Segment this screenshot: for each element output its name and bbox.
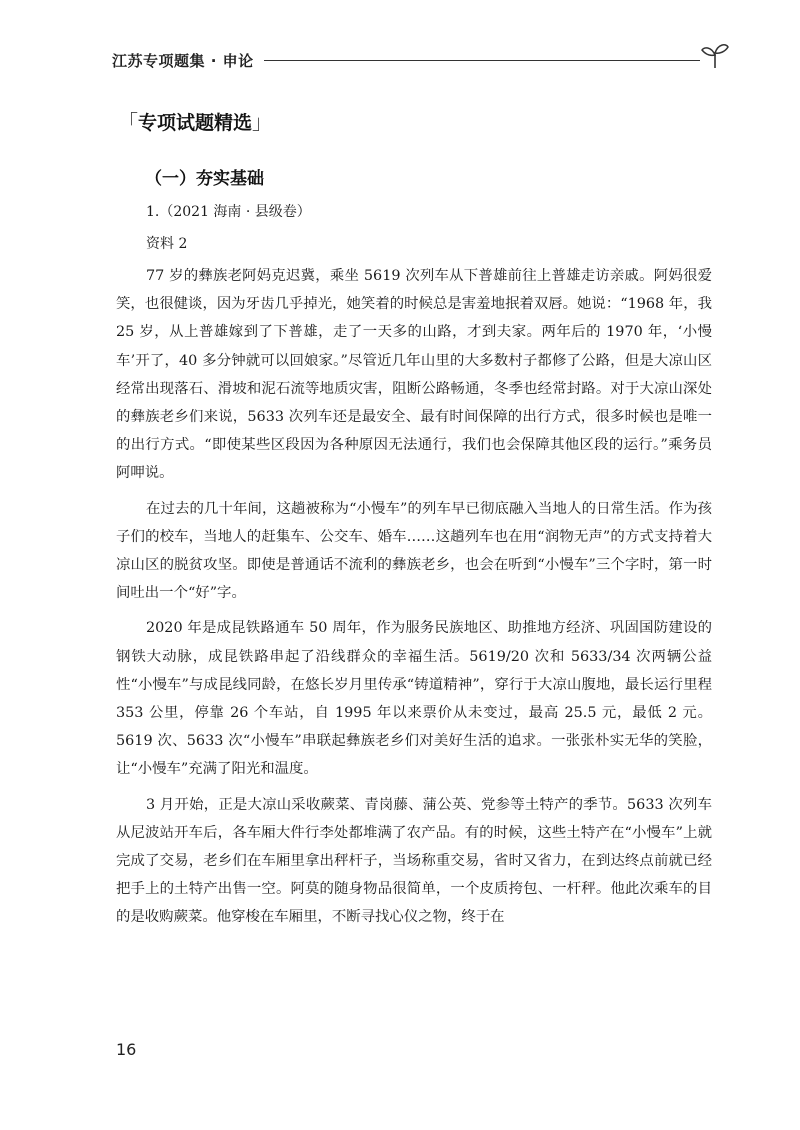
paragraph: 在过去的几十年间，这趟被称为“小慢车”的列车早已彻底融入当地人的日常生活。作为孩子们的校车，当地人的赶集车、公交车、婚车……这趟列车也在用“润物无声”的方式支持着大凉山区的脱贫攻坚。即使是普通话不流利的彝族老乡，也会在听到“小慢车”三个字时，第一时间吐出一个“好”字。 xyxy=(116,500,712,602)
subsection-title: （一）夯实基础 xyxy=(145,169,264,189)
page-number: 16 xyxy=(116,1040,137,1059)
question-number: 1.（2021 海南 · 县级卷） xyxy=(146,204,311,220)
bracket-open: 「 xyxy=(118,110,138,134)
paragraph: 77 岁的彝族老阿妈克迟冀，乘坐 5619 次列车从下普雄前往上普雄走访亲戚。阿妈很爱笑，也很健谈，因为牙齿几乎掉光，她笑着的时候总是害羞地抿着双唇。她说：“1968 年，我 25 岁，从上普雄嫁到了下普雄，走了一天多的山路，才到夫家。两年后的 1970 年，‘小慢车’开了，40 多分钟就可以回娘家。”尽管近几年山里的大多数村子都修了公路，但是大凉山区经常出现落石、滑坡和泥石流等地质灾害，阻断公路畅通，冬季也经常封路。对于大凉山深处的彝族老乡们来说，5633 次列车还是最安全、最有时间保障的出行方式，很多时候也是唯一的出行方式。“即使某些区段因为各种原因无法通行，我们也会保障其他区段的运行。”乘务员阿呷说。 xyxy=(116,268,712,482)
page-header xyxy=(112,38,730,78)
section-heading xyxy=(118,106,272,135)
body-text xyxy=(116,262,712,939)
header-title: 江苏专项题集 · 申论 xyxy=(112,52,254,70)
bracket-close: 」 xyxy=(252,110,273,134)
paragraph: 3 月开始，正是大凉山采收蕨菜、青岗藤、蒲公英、党参等土特产的季节。5633 次列车从尼波站开车后，各车厢大件行李处都堆满了农产品。有的时候，这些土特产在“小慢车”上就完成了交易，老乡们在车厢里拿出秤杆子，当场称重交易，省时又省力，在到达终点前就已经把手上的土特产出售一空。阿莫的随身物品很简单，一个皮质挎包、一杆秤。他此次乘车的目的是收购蕨菜。他穿梭在车厢里，不断寻找心仪之物，终于在 xyxy=(116,796,712,926)
section-title: 专项试题精选 xyxy=(138,112,253,134)
paragraph: 2020 年是成昆铁路通车 50 周年，作为服务民族地区、助推地方经济、巩固国防建设的钢铁大动脉，成昆铁路串起了沿线群众的幸福生活。5619/20 次和 5633/34 次两辆公益性“小慢车”与成昆线同龄，在悠长岁月里传承“铸道精神”，穿行于大凉山腹地，最长运行里程 353 公里，停靠 26 个车站，自 1995 年以来票价从未变过，最高 25.5 元，最低 2 元。5619 次、5633 次“小慢车”串联起彝族老乡们对美好生活的追求。一张张朴实无华的笑脸，让“小慢车”充满了阳光和温度。 xyxy=(116,620,712,778)
sprout-icon xyxy=(700,40,730,70)
material-label: 资料 2 xyxy=(146,236,188,252)
header-divider xyxy=(264,60,700,61)
